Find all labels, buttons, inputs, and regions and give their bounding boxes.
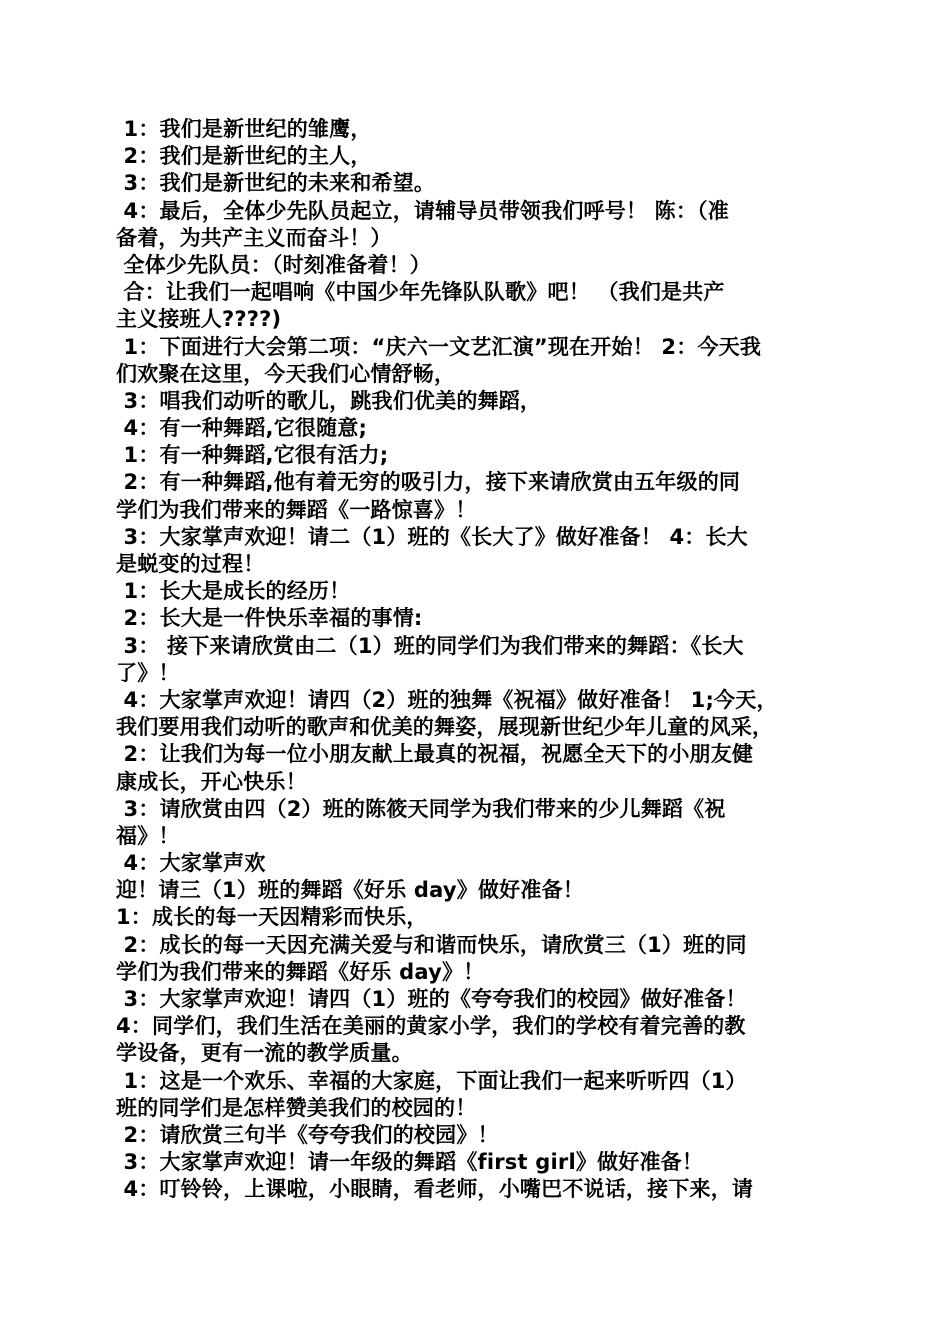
text-line: 3：大家掌声欢迎！请二（1）班的《长大了》做好准备！ 4：长大 <box>116 524 748 549</box>
text-line: 3： 接下来请欣赏由二（1）班的同学们为我们带来的舞蹈：《长大 <box>116 633 744 658</box>
text-line: 全体少先队员：（时刻准备着！） <box>116 252 432 277</box>
text-line: 2：我们是新世纪的主人， <box>116 144 372 169</box>
text-line: 是蜕变的过程！ <box>116 552 265 576</box>
text-line: 1：成长的每一天因精彩而快乐， <box>116 905 428 930</box>
text-line: 4：同学们，我们生活在美丽的黄家小学，我们的学校有着完善的教 <box>116 1014 746 1039</box>
text-line: 4：大家掌声欢 <box>116 851 266 876</box>
text-line: 4：最后，全体少先队员起立，请辅导员带领我们呼号！ 陈：（准 <box>116 198 729 223</box>
text-line: 学们为我们带来的舞蹈《一路惊喜》！ <box>116 497 477 522</box>
text-line: 3：唱我们动听的歌儿，跳我们优美的舞蹈， <box>116 388 542 413</box>
text-line: 备着，为共产主义而奋斗！） <box>116 225 392 250</box>
text-line: 3：大家掌声欢迎！请四（1）班的《夸夸我们的校园》做好准备！ <box>116 987 747 1011</box>
text-line: 学们为我们带来的舞蹈《好乐 day》！ <box>116 959 485 984</box>
text-line: 福》！ <box>116 823 180 848</box>
text-line: 1：有一种舞蹈,它很有活力; <box>116 443 389 468</box>
text-line: 2：成长的每一天因充满关爱与和谐而快乐，请欣赏三（1）班的同 <box>116 932 747 957</box>
text-line: 1：这是一个欢乐、幸福的大家庭，下面让我们一起来听听四（1） <box>116 1068 747 1093</box>
text-line: 2：有一种舞蹈,他有着无穷的吸引力，接下来请欣赏由五年级的同 <box>116 470 741 495</box>
document-body <box>116 116 851 1204</box>
text-line: 3：请欣赏由四（2）班的陈筱天同学为我们带来的少儿舞蹈《祝 <box>116 796 726 821</box>
text-line: 康成长，开心快乐！ <box>116 769 307 794</box>
text-line: 4：有一种舞蹈,它很随意; <box>116 416 368 441</box>
text-line: 班的同学们是怎样赞美我们的校园的！ <box>116 1095 477 1120</box>
text-line: 1：下面进行大会第二项：“庆六一文艺汇演”现在开始！ 2：今天我 <box>116 334 762 359</box>
text-line: 合：让我们一起唱响《中国少年先锋队队歌》吧！ （我们是共产 <box>116 280 725 305</box>
text-line: 学设备，更有一流的教学质量。 <box>116 1041 413 1066</box>
text-line: 3：大家掌声欢迎！请一年级的舞蹈《first girl》做好准备！ <box>116 1150 704 1175</box>
text-line: 1：长大是成长的经历！ <box>116 579 351 604</box>
text-line: 我们要用我们动听的歌声和优美的舞姿，展现新世纪少年儿童的风采， <box>116 715 774 740</box>
text-line: 4：叮铃铃，上课啦，小眼睛，看老师，小嘴巴不说话，接下来，请 <box>116 1177 754 1202</box>
text-line: 2：让我们为每一位小朋友献上最真的祝福，祝愿全天下的小朋友健 <box>116 742 754 767</box>
text-line: 1：我们是新世纪的雏鹰， <box>116 117 372 141</box>
text-line: 迎！请三（1）班的舞蹈《好乐 day》做好准备！ <box>116 878 584 903</box>
text-line: 2：长大是一件快乐幸福的事情: <box>116 606 423 631</box>
text-line: 3：我们是新世纪的未来和希望。 <box>116 171 436 196</box>
text-line: 2：请欣赏三句半《夸夸我们的校园》！ <box>116 1122 499 1147</box>
text-line: 4：大家掌声欢迎！请四（2）班的独舞《祝福》做好准备！ 1;今天， <box>116 687 778 712</box>
text-line: 了》！ <box>116 660 180 685</box>
text-line: 主义接班人????) <box>116 307 282 332</box>
text-line: 们欢聚在这里，今天我们心情舒畅， <box>116 361 456 386</box>
